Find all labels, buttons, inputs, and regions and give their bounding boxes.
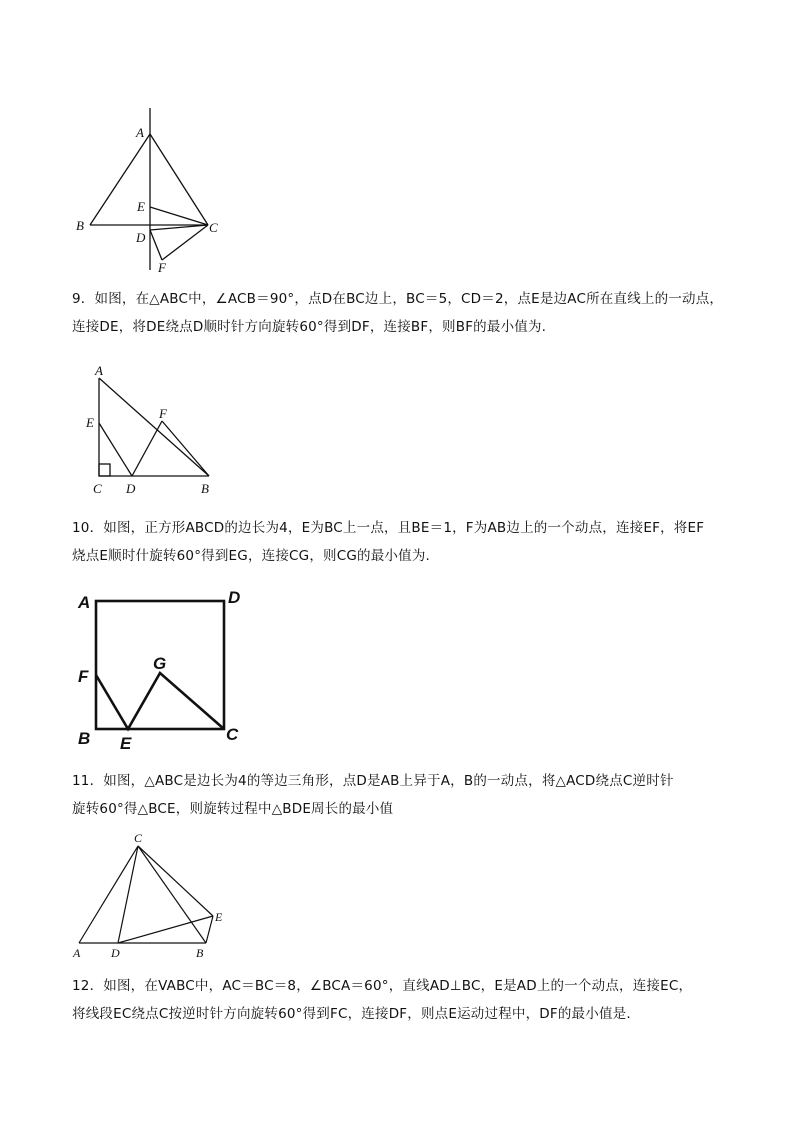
figure-11-diagram bbox=[66, 828, 236, 963]
label-C: C bbox=[93, 481, 102, 496]
label-D: D bbox=[136, 230, 146, 245]
label-A: A bbox=[95, 363, 103, 378]
label-F: F bbox=[78, 667, 89, 686]
label-E: E bbox=[215, 910, 223, 924]
label-B: B bbox=[76, 218, 84, 233]
label-E: E bbox=[120, 734, 132, 753]
label-A: A bbox=[136, 125, 144, 140]
question-10 bbox=[72, 514, 732, 570]
label-A: A bbox=[73, 946, 81, 960]
question-9 bbox=[72, 285, 732, 341]
question-12-line-2: 将线段EC绕点C按逆时针方向旋转60°得到FC，连接DF，则点E运动过程中，DF的最小值是. bbox=[72, 1006, 631, 1022]
label-E: E bbox=[137, 199, 145, 214]
question-12-line-1: 12．如图，在VABC中，AC＝BC＝8，∠BCA＝60°，直线AD⊥BC，E是AD上的一个动点，连接EC， bbox=[72, 978, 693, 994]
question-9-line-2: 连接DE，将DE绕点D顺时针方向旋转60°得到DF，连接BF，则BF的最小值为. bbox=[72, 319, 547, 335]
figure-8 bbox=[70, 100, 230, 280]
figure-10-diagram bbox=[70, 585, 260, 755]
label-B: B bbox=[201, 481, 209, 496]
label-D: D bbox=[228, 588, 241, 607]
question-10-line-1: 10．如图，正方形ABCD的边长为4，E为BC上一点，且BE＝1，F为AB边上的一个动点，连接EF，将EF bbox=[72, 520, 705, 536]
label-F: F bbox=[159, 406, 167, 421]
figure-11 bbox=[66, 828, 236, 963]
question-11 bbox=[72, 767, 732, 823]
label-F: F bbox=[158, 260, 166, 275]
label-B: B bbox=[196, 946, 204, 960]
question-11-line-2: 旋转60°得△BCE，则旋转过程中△BDE周长的最小值 bbox=[72, 801, 394, 817]
label-A: A bbox=[78, 593, 91, 612]
question-10-line-2: 烧点E顺时什旋转60°得到EG，连接CG，则CG的最小值为. bbox=[72, 548, 431, 564]
question-12 bbox=[72, 972, 732, 1028]
label-E: E bbox=[86, 415, 94, 430]
label-G: G bbox=[153, 654, 167, 673]
figure-9-diagram bbox=[80, 360, 230, 500]
label-C: C bbox=[134, 831, 143, 845]
label-C: C bbox=[226, 725, 239, 744]
figure-8-diagram bbox=[70, 100, 230, 280]
figure-9 bbox=[80, 360, 230, 500]
label-B: B bbox=[78, 729, 91, 748]
label-D: D bbox=[111, 946, 120, 960]
question-9-line-1: 9．如图，在△ABC中，∠ACB＝90°，点D在BC边上，BC＝5，CD＝2，点E是边AC所在直线上的一动点， bbox=[72, 291, 724, 307]
label-D: D bbox=[126, 481, 136, 496]
question-11-line-1: 11．如图，△ABC是边长为4的等边三角形，点D是AB上异于A，B的一动点，将△ACD绕点C逆时针 bbox=[72, 773, 674, 789]
figure-10 bbox=[70, 585, 260, 755]
label-C: C bbox=[209, 220, 218, 235]
